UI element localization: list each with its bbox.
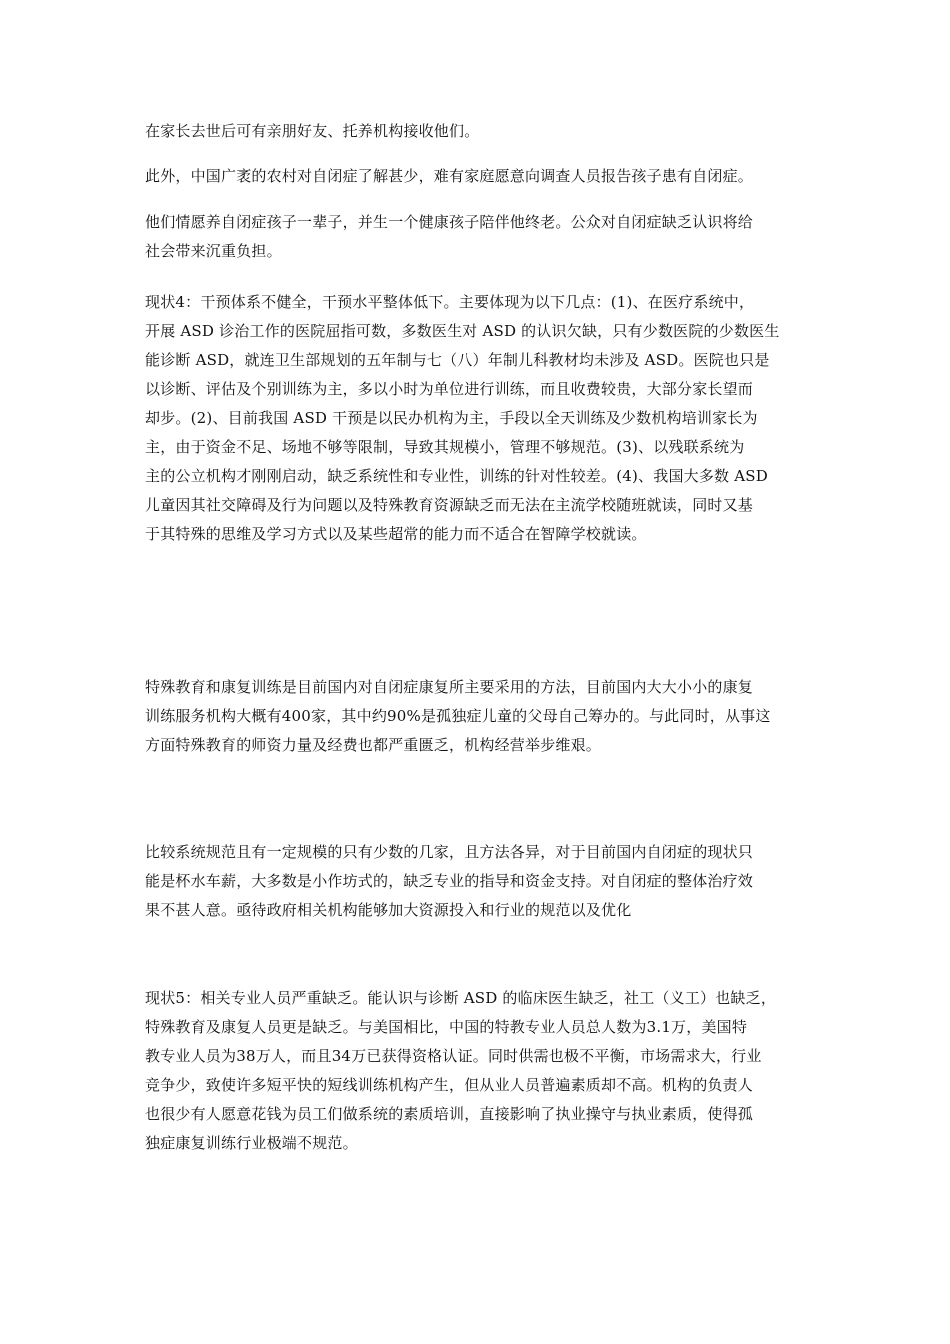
paragraph-3 (145, 208, 753, 266)
text-line: 特殊教育及康复人员更是缺乏。与美国相比，中国的特教专业人员总人数为3.1万，美国特 (145, 1018, 748, 1036)
text-line: 于其特殊的思维及学习方式以及某些超常的能力而不适合在智障学校就读。 (145, 525, 647, 543)
text-line: 以诊断、评估及个别训练为主，多以小时为单位进行训练，而且收费较贵，大部分家长望而 (145, 380, 754, 398)
paragraph-6 (145, 838, 753, 925)
text-line: 儿童因其社交障碍及行为问题以及特殊教育资源缺乏而无法在主流学校随班就读，同时又基 (145, 496, 754, 514)
text-line: 果不甚人意。亟待政府相关机构能够加大资源投入和行业的规范以及优化 (145, 901, 632, 919)
text-line: 主，由于资金不足、场地不够等限制，导致其规模小，管理不够规范。(3)、以残联系统为 (145, 438, 745, 456)
text-line: 此外，中国广袤的农村对自闭症了解甚少，难有家庭愿意向调查人员报告孩子患有自闭症。 (145, 167, 754, 185)
text-line: 能诊断 ASD，就连卫生部规划的五年制与七（八）年制儿科教材均未涉及 ASD。医院也只是 (145, 351, 770, 369)
text-line: 方面特殊教育的师资力量及经费也都严重匮乏，机构经营举步维艰。 (145, 736, 602, 754)
text-line: 竞争少，致使许多短平快的短线训练机构产生，但从业人员普遍素质却不高。机构的负责人 (145, 1076, 754, 1094)
text-line: 教专业人员为38万人，而且34万已获得资格认证。同时供需也极不平衡，市场需求大，行业 (145, 1047, 762, 1065)
text-line: 却步。(2)、目前我国 ASD 干预是以民办机构为主，手段以全天训练及少数机构培训家长为 (145, 409, 758, 427)
text-line: 在家长去世后可有亲朋好友、托养机构接收他们。 (145, 122, 480, 140)
paragraph-1 (145, 117, 479, 146)
paragraph-5 (145, 673, 771, 760)
text-line: 独症康复训练行业极端不规范。 (145, 1134, 358, 1152)
paragraph-2 (145, 162, 753, 191)
text-line: 主的公立机构才刚刚启动，缺乏系统性和专业性，训练的针对性较差。(4)、我国大多数 ASD (145, 467, 768, 485)
text-line: 比较系统规范且有一定规模的只有少数的几家，且方法各异，对于目前国内自闭症的现状只 (145, 843, 754, 861)
text-line: 开展 ASD 诊治工作的医院屈指可数，多数医生对 ASD 的认识欠缺，只有少数医院的少数医生 (145, 322, 780, 340)
text-line: 他们情愿养自闭症孩子一辈子，并生一个健康孩子陪伴他终老。公众对自闭症缺乏认识将给 (145, 213, 754, 231)
text-line: 特殊教育和康复训练是目前国内对自闭症康复所主要采用的方法，目前国内大大小小的康复 (145, 678, 754, 696)
text-line: 能是杯水车薪，大多数是小作坊式的，缺乏专业的指导和资金支持。对自闭症的整体治疗效 (145, 872, 754, 890)
text-line: 现状5：相关专业人员严重缺乏。能认识与诊断 ASD 的临床医生缺乏，社工（义工）也缺乏， (145, 989, 777, 1007)
text-line: 训练服务机构大概有400家，其中约90%是孤独症儿童的父母自己筹办的。与此同时，从事这 (145, 707, 771, 725)
text-line: 现状4：干预体系不健全，干预水平整体低下。主要体现为以下几点：(1)、在医疗系统中， (145, 293, 755, 311)
text-line: 社会带来沉重负担。 (145, 242, 282, 260)
paragraph-7 (145, 984, 776, 1158)
paragraph-4 (145, 288, 780, 549)
text-line: 也很少有人愿意花钱为员工们做系统的素质培训，直接影响了执业操守与执业素质，使得孤 (145, 1105, 754, 1123)
